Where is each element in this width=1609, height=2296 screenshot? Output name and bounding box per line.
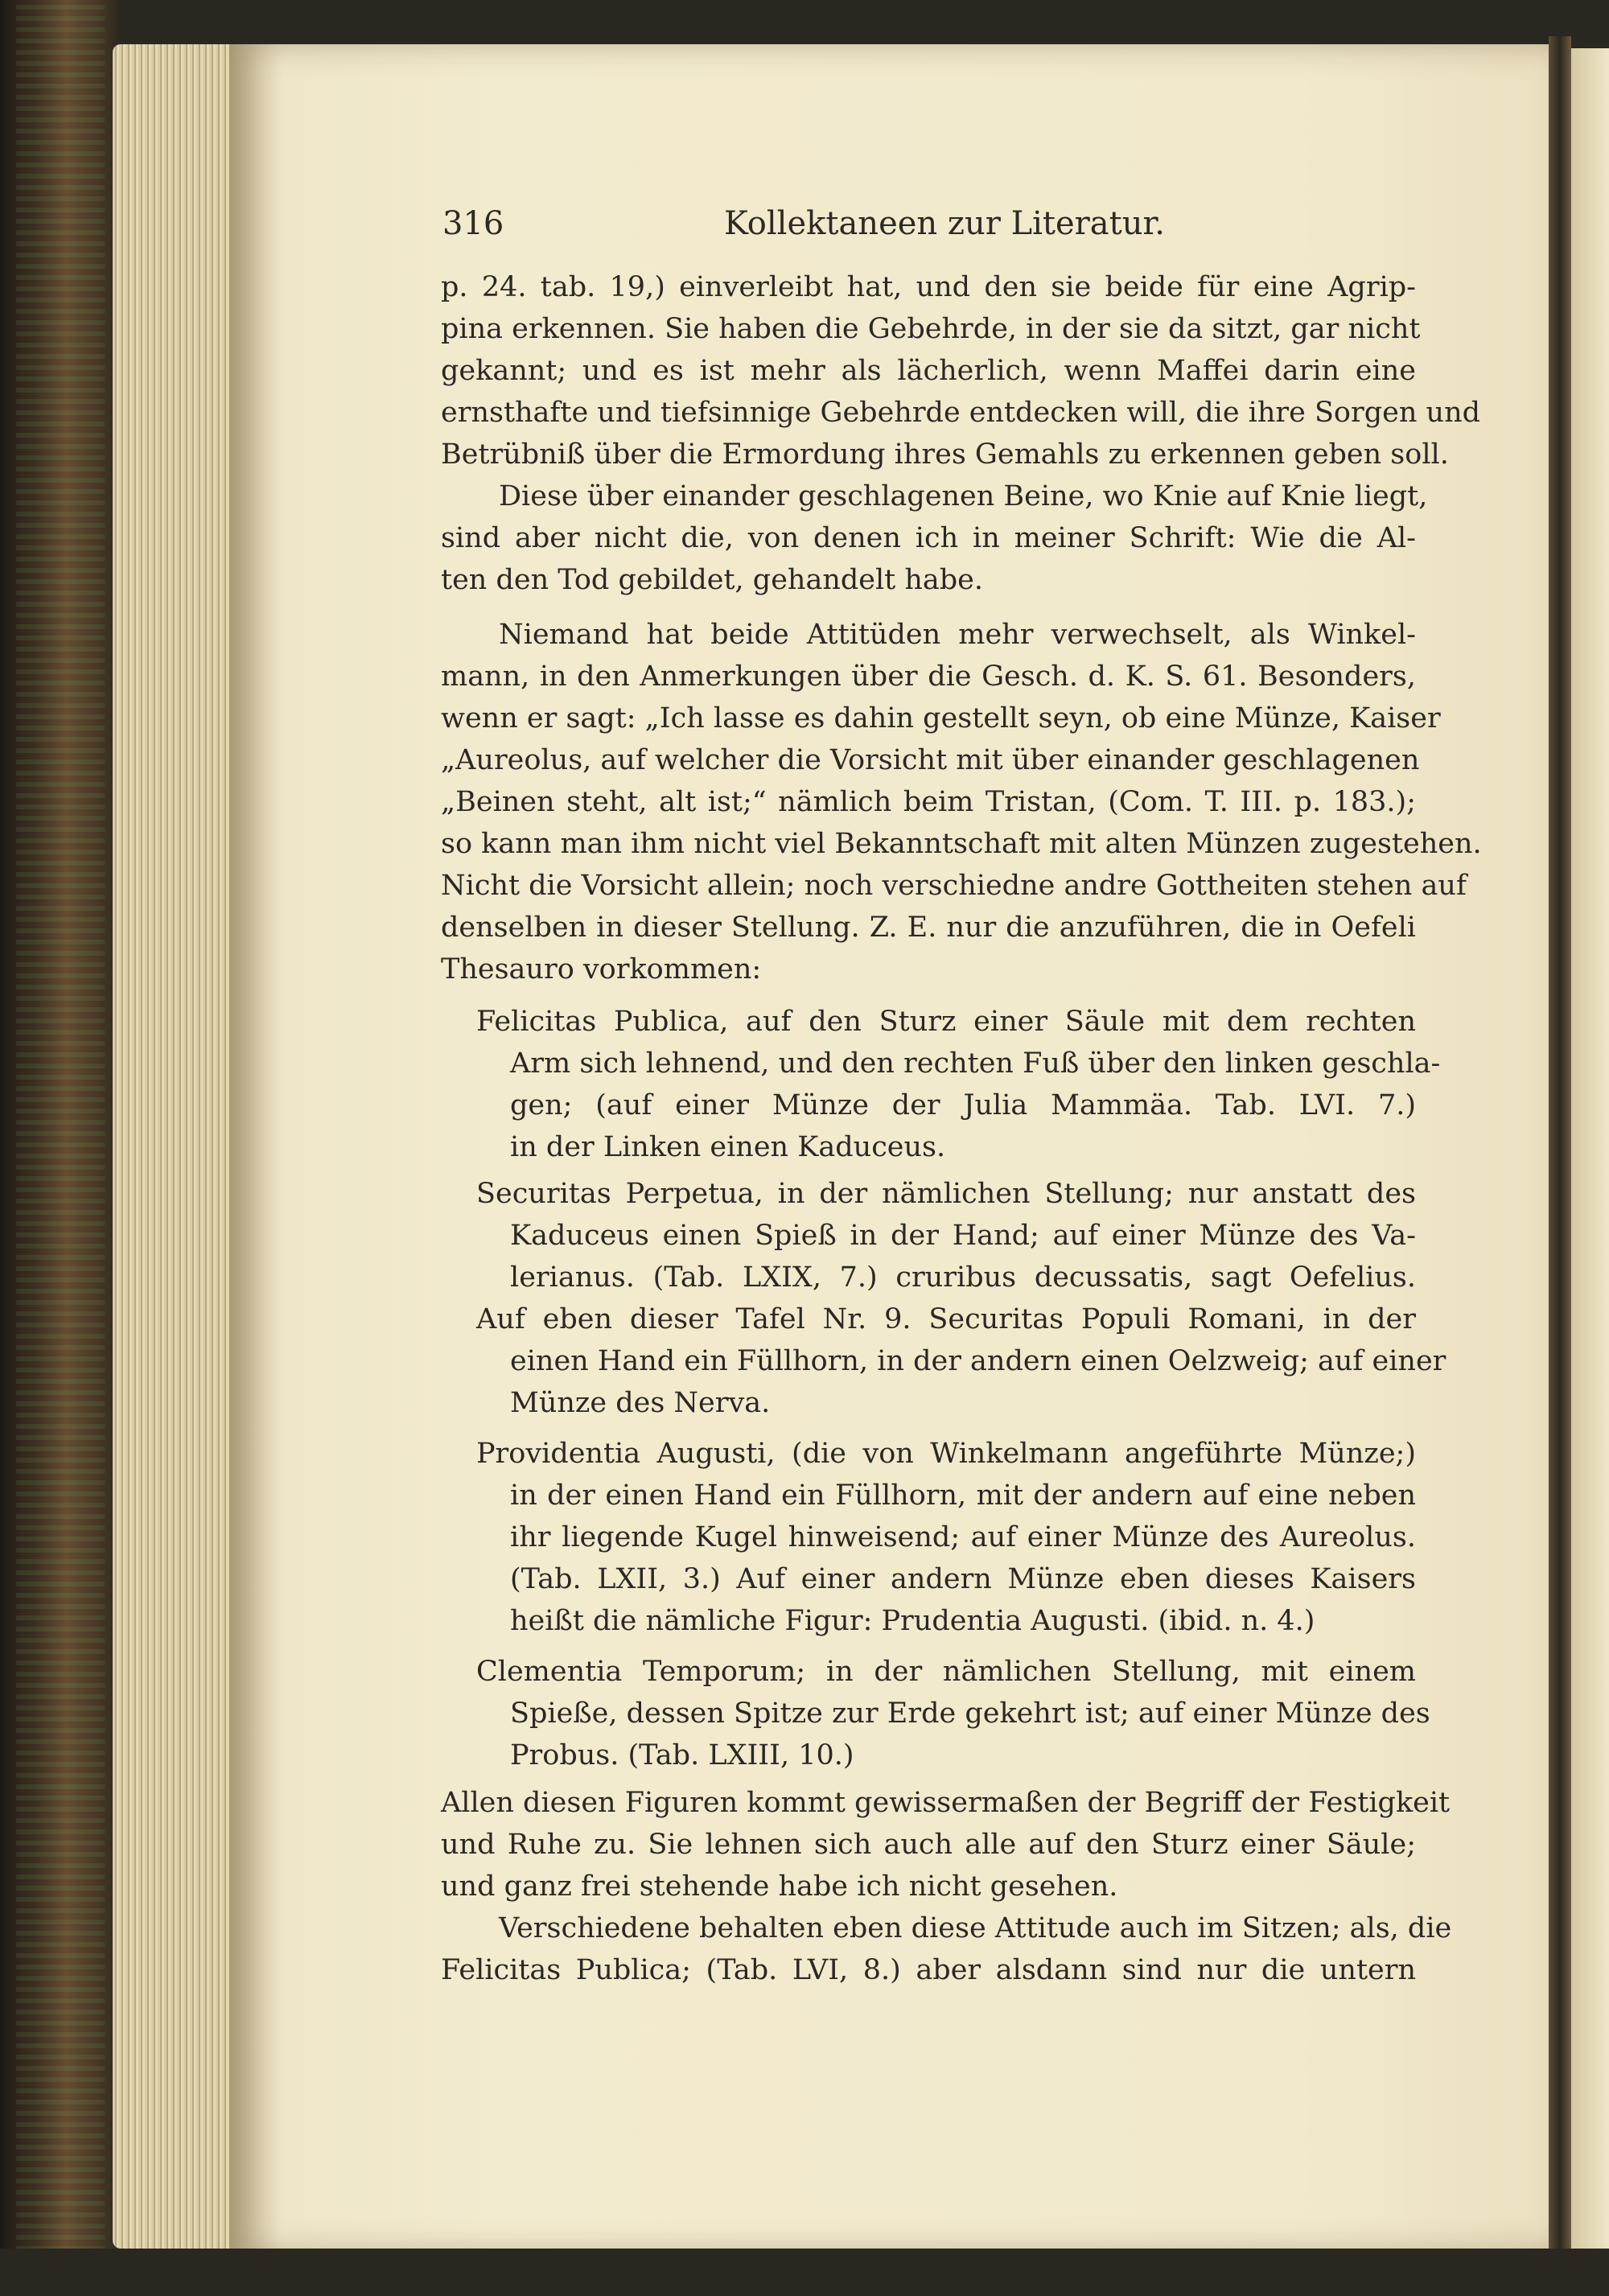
text-line: einen Hand ein Füllhorn, in der andern einen Oelzweig; auf einer — [510, 1345, 1446, 1377]
text-line: Kaduceus einen Spieß in der Hand; auf einer Münze des Va- — [510, 1220, 1416, 1252]
text-line: Felicitas Publica, auf den Sturz einer Säule mit dem rechten — [476, 1006, 1416, 1038]
text-line: in der einen Hand ein Füllhorn, mit der andern auf eine neben — [510, 1479, 1416, 1512]
background-bottom — [0, 2249, 1609, 2296]
book-cover-edge — [0, 0, 121, 2296]
text-line: Clementia Temporum; in der nämlichen Stellung, mit einem — [476, 1656, 1416, 1688]
running-title: Kollektaneen zur Literatur. — [724, 205, 1165, 242]
text-line: wenn er sagt: „Ich lasse es dahin gestellt seyn, ob eine Münze, Kaiser — [441, 702, 1441, 734]
text-line: in der Linken einen Kaduceus. — [510, 1131, 946, 1163]
text-line: Spieße, dessen Spitze zur Erde gekehrt ist; auf einer Münze des — [510, 1697, 1430, 1730]
text-line: Felicitas Publica; (Tab. LVI, 8.) aber alsdann sind nur die untern — [441, 1954, 1416, 1986]
text-line: Probus. (Tab. LXIII, 10.) — [510, 1739, 854, 1771]
text-line: und ganz frei stehende habe ich nicht gesehen. — [441, 1870, 1118, 1903]
text-line: gekannt; und es ist mehr als lächerlich, wenn Maffei darin eine — [441, 355, 1416, 387]
text-line: Münze des Nerva. — [510, 1387, 771, 1419]
text-line: Verschiedene behalten eben diese Attitude auch im Sitzen; als, die — [499, 1912, 1452, 1944]
text-line: sind aber nicht die, von denen ich in meiner Schrift: Wie die Al- — [441, 522, 1416, 554]
text-line: ihr liegende Kugel hinweisend; auf einer Münze des Aureolus. — [510, 1521, 1416, 1553]
text-line: und Ruhe zu. Sie lehnen sich auch alle auf den Sturz einer Säule; — [441, 1829, 1416, 1861]
text-line: denselben in dieser Stellung. Z. E. nur die anzuführen, die in Oefeli — [441, 911, 1416, 944]
text-line: p. 24. tab. 19,) einverleibt hat, und den sie beide für eine Agrip- — [441, 271, 1416, 303]
text-line: ten den Tod gebildet, gehandelt habe. — [441, 564, 984, 596]
text-line: ernsthafte und tiefsinnige Gebehrde entdecken will, die ihre Sorgen und — [441, 397, 1481, 429]
facing-page-edge — [1571, 48, 1609, 2269]
text-line: Thesauro vorkommen: — [441, 953, 762, 985]
text-line: Nicht die Vorsicht allein; noch verschiedne andre Gottheiten stehen auf — [441, 870, 1467, 902]
text-line: Betrübniß über die Ermordung ihres Gemahls zu erkennen geben soll. — [441, 438, 1449, 471]
page-number: 316 — [442, 205, 504, 242]
page-stack-edge — [113, 44, 233, 2249]
text-line: Auf eben dieser Tafel Nr. 9. Securitas Populi Romani, in der — [476, 1303, 1416, 1335]
text-line: Allen diesen Figuren kommt gewissermaßen der Begriff der Festigkeit — [441, 1787, 1451, 1819]
text-line: so kann man ihm nicht viel Bekanntschaft mit alten Münzen zugestehen. — [441, 828, 1482, 860]
text-line: Niemand hat beide Attitüden mehr verwechselt, als Winkel- — [499, 619, 1416, 651]
text-line: „Aureolus, auf welcher die Vorsicht mit über einander geschlagenen — [441, 744, 1420, 776]
text-line: pina erkennen. Sie haben die Gebehrde, in der sie da sitzt, gar nicht — [441, 313, 1421, 345]
text-line: heißt die nämliche Figur: Prudentia Augusti. (ibid. n. 4.) — [510, 1605, 1315, 1637]
text-line: Arm sich lehnend, und den rechten Fuß über den linken geschla- — [510, 1047, 1441, 1080]
text-line: lerianus. (Tab. LXIX, 7.) cruribus decussatis, sagt Oefelius. — [510, 1261, 1416, 1294]
text-line: Providentia Augusti, (die von Winkelmann angeführte Münze;) — [476, 1438, 1416, 1470]
text-line: (Tab. LXII, 3.) Auf einer andern Münze eben dieses Kaisers — [510, 1563, 1416, 1595]
text-line: gen; (auf einer Münze der Julia Mammäa. Tab. LVI. 7.) — [510, 1089, 1416, 1121]
text-line: mann, in den Anmerkungen über die Gesch. d. K. S. 61. Besonders, — [441, 660, 1416, 693]
book-gutter — [1549, 36, 1571, 2257]
text-line: „Beinen steht, alt ist;“ nämlich beim Tristan, (Com. T. III. p. 183.); — [441, 786, 1416, 818]
text-line: Diese über einander geschlagenen Beine, wo Knie auf Knie liegt, — [499, 480, 1428, 512]
text-line: Securitas Perpetua, in der nämlichen Stellung; nur anstatt des — [476, 1178, 1416, 1210]
